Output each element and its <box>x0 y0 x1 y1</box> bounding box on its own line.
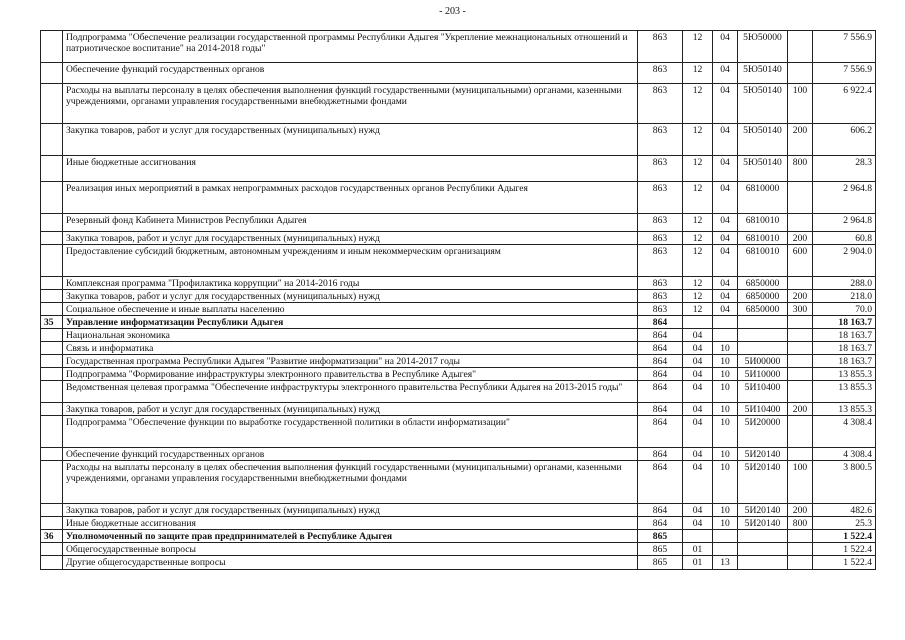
expense-type-cell <box>788 381 813 403</box>
expense-type-cell: 200 <box>788 504 813 517</box>
target-article-cell: 5Ю50140 <box>738 84 788 124</box>
row-number-cell <box>41 232 63 245</box>
section-code-cell: 04 <box>683 416 713 448</box>
target-article-cell: 5И20000 <box>738 416 788 448</box>
table-row <box>41 461 876 504</box>
ved-code-cell: 863 <box>638 84 683 124</box>
ved-code-cell: 863 <box>638 63 683 84</box>
target-article-cell: 5И00000 <box>738 355 788 368</box>
section-code-cell: 12 <box>683 303 713 316</box>
subsection-code-cell: 04 <box>713 290 738 303</box>
expense-type-cell: 200 <box>788 124 813 156</box>
section-code-cell: 04 <box>683 517 713 530</box>
section-code-cell: 04 <box>683 368 713 381</box>
expense-type-cell <box>788 556 813 570</box>
target-article-cell: 6850000 <box>738 277 788 290</box>
subsection-code-cell: 10 <box>713 504 738 517</box>
table-row <box>41 543 876 556</box>
expense-type-cell <box>788 277 813 290</box>
subsection-code-cell: 10 <box>713 517 738 530</box>
table-row <box>41 316 876 329</box>
row-number-cell <box>41 342 63 355</box>
ved-code-cell: 863 <box>638 182 683 214</box>
expense-type-cell <box>788 448 813 461</box>
table-row <box>41 329 876 342</box>
row-number-cell <box>41 182 63 214</box>
item-name-cell: Иные бюджетные ассигнования <box>63 156 638 182</box>
subsection-code-cell: 04 <box>713 232 738 245</box>
expense-type-cell <box>788 543 813 556</box>
item-name-cell: Подпрограмма "Обеспечение функции по выработке государственной политики в области информатизации" <box>63 416 638 448</box>
target-article-cell: 5Ю50000 <box>738 31 788 63</box>
section-code-cell: 04 <box>683 448 713 461</box>
row-number-cell <box>41 290 63 303</box>
amount-cell: 18 163.7 <box>813 355 876 368</box>
row-number-cell <box>41 124 63 156</box>
amount-cell: 3 800.5 <box>813 461 876 504</box>
ved-code-cell: 863 <box>638 290 683 303</box>
expense-type-cell: 200 <box>788 403 813 416</box>
section-code-cell: 12 <box>683 245 713 277</box>
row-number-cell <box>41 214 63 232</box>
row-number-cell <box>41 517 63 530</box>
ved-code-cell: 864 <box>638 316 683 329</box>
amount-cell: 70.0 <box>813 303 876 316</box>
ved-code-cell: 864 <box>638 416 683 448</box>
row-number-cell <box>41 303 63 316</box>
table-row <box>41 303 876 316</box>
expense-type-cell <box>788 355 813 368</box>
table-row <box>41 504 876 517</box>
ved-code-cell: 863 <box>638 124 683 156</box>
subsection-code-cell <box>713 530 738 543</box>
item-name-cell: Расходы на выплаты персоналу в целях обеспечения выполнения функций государственными (муниципальными) органами, казенными учреждениями, органами управления государственными внебюджетными фондами <box>63 84 638 124</box>
item-name-cell: Государственная программа Республики Адыгея "Развитие информатизации" на 2014-2017 годы <box>63 355 638 368</box>
expense-type-cell <box>788 316 813 329</box>
amount-cell: 1 522.4 <box>813 556 876 570</box>
table-row <box>41 214 876 232</box>
ved-code-cell: 863 <box>638 31 683 63</box>
amount-cell: 4 308.4 <box>813 448 876 461</box>
subsection-code-cell: 04 <box>713 31 738 63</box>
expense-type-cell: 100 <box>788 461 813 504</box>
subsection-code-cell <box>713 543 738 556</box>
subsection-code-cell: 10 <box>713 461 738 504</box>
item-name-cell: Подпрограмма "Формирование инфраструктуры электронного правительства в Республике Адыгея" <box>63 368 638 381</box>
section-code-cell: 12 <box>683 214 713 232</box>
item-name-cell: Общегосударственные вопросы <box>63 543 638 556</box>
subsection-code-cell: 10 <box>713 416 738 448</box>
row-number-cell <box>41 245 63 277</box>
row-number-cell <box>41 355 63 368</box>
amount-cell: 18 163.7 <box>813 316 876 329</box>
table-row <box>41 342 876 355</box>
amount-cell: 60.8 <box>813 232 876 245</box>
item-name-cell: Другие общегосударственные вопросы <box>63 556 638 570</box>
subsection-code-cell: 13 <box>713 556 738 570</box>
row-number-cell <box>41 461 63 504</box>
section-code-cell: 01 <box>683 556 713 570</box>
amount-cell: 25.3 <box>813 517 876 530</box>
target-article-cell: 5И20140 <box>738 448 788 461</box>
subsection-code-cell <box>713 329 738 342</box>
ved-code-cell: 863 <box>638 232 683 245</box>
item-name-cell: Закупка товаров, работ и услуг для государственных (муниципальных) нужд <box>63 290 638 303</box>
table-row <box>41 277 876 290</box>
target-article-cell: 5И10000 <box>738 368 788 381</box>
item-name-cell: Закупка товаров, работ и услуг для государственных (муниципальных) нужд <box>63 403 638 416</box>
item-name-cell: Национальная экономика <box>63 329 638 342</box>
target-article-cell: 5И10400 <box>738 403 788 416</box>
ved-code-cell: 863 <box>638 214 683 232</box>
target-article-cell: 6810010 <box>738 214 788 232</box>
target-article-cell: 6850000 <box>738 303 788 316</box>
amount-cell: 606.2 <box>813 124 876 156</box>
subsection-code-cell: 04 <box>713 84 738 124</box>
section-code-cell: 12 <box>683 31 713 63</box>
section-code-cell: 12 <box>683 63 713 84</box>
row-number-cell <box>41 403 63 416</box>
target-article-cell: 6810010 <box>738 232 788 245</box>
table-row <box>41 530 876 543</box>
ved-code-cell: 864 <box>638 504 683 517</box>
row-number-cell <box>41 416 63 448</box>
expense-type-cell: 800 <box>788 517 813 530</box>
table-row <box>41 556 876 570</box>
subsection-code-cell: 04 <box>713 182 738 214</box>
section-code-cell: 12 <box>683 124 713 156</box>
section-code-cell: 04 <box>683 329 713 342</box>
expense-type-cell: 100 <box>788 84 813 124</box>
amount-cell: 2 904.0 <box>813 245 876 277</box>
expense-type-cell: 200 <box>788 232 813 245</box>
section-code-cell: 04 <box>683 342 713 355</box>
row-number-cell <box>41 277 63 290</box>
amount-cell: 482.6 <box>813 504 876 517</box>
item-name-cell: Ведомственная целевая программа "Обеспечение инфраструктуры электронного правительства Республики Адыгея на 2013-2015 годы" <box>63 381 638 403</box>
item-name-cell: Закупка товаров, работ и услуг для государственных (муниципальных) нужд <box>63 504 638 517</box>
table-row <box>41 156 876 182</box>
table-row <box>41 416 876 448</box>
ved-code-cell: 863 <box>638 245 683 277</box>
section-code-cell: 12 <box>683 232 713 245</box>
expense-type-cell <box>788 214 813 232</box>
item-name-cell: Уполномоченный по защите прав предпринимателей в Республике Адыгея <box>63 530 638 543</box>
item-name-cell: Закупка товаров, работ и услуг для государственных (муниципальных) нужд <box>63 232 638 245</box>
row-number-cell <box>41 543 63 556</box>
target-article-cell <box>738 556 788 570</box>
section-code-cell: 01 <box>683 543 713 556</box>
row-number-cell <box>41 368 63 381</box>
ved-code-cell: 863 <box>638 303 683 316</box>
target-article-cell: 5Ю50140 <box>738 63 788 84</box>
table-row <box>41 182 876 214</box>
expense-type-cell: 200 <box>788 290 813 303</box>
target-article-cell: 6850000 <box>738 290 788 303</box>
amount-cell: 288.0 <box>813 277 876 290</box>
table-row <box>41 124 876 156</box>
expense-type-cell <box>788 31 813 63</box>
section-code-cell: 04 <box>683 355 713 368</box>
amount-cell: 2 964.8 <box>813 182 876 214</box>
table-row <box>41 368 876 381</box>
item-name-cell: Связь и информатика <box>63 342 638 355</box>
table-row <box>41 232 876 245</box>
item-name-cell: Социальное обеспечение и иные выплаты населению <box>63 303 638 316</box>
table-row <box>41 517 876 530</box>
item-name-cell: Управление информатизации Республики Адыгея <box>63 316 638 329</box>
ved-code-cell: 864 <box>638 381 683 403</box>
budget-table <box>40 30 876 570</box>
row-number-cell <box>41 504 63 517</box>
subsection-code-cell: 10 <box>713 355 738 368</box>
ved-code-cell: 864 <box>638 329 683 342</box>
amount-cell: 6 922.4 <box>813 84 876 124</box>
amount-cell: 7 556.9 <box>813 63 876 84</box>
subsection-code-cell: 10 <box>713 403 738 416</box>
row-number-cell <box>41 63 63 84</box>
amount-cell: 218.0 <box>813 290 876 303</box>
row-number-cell <box>41 156 63 182</box>
row-number-cell <box>41 556 63 570</box>
item-name-cell: Комплексная программа "Профилактика коррупции" на 2014-2016 годы <box>63 277 638 290</box>
subsection-code-cell: 04 <box>713 277 738 290</box>
expense-type-cell <box>788 182 813 214</box>
target-article-cell: 5Ю50140 <box>738 156 788 182</box>
item-name-cell: Иные бюджетные ассигнования <box>63 517 638 530</box>
subsection-code-cell <box>713 316 738 329</box>
target-article-cell: 5И10400 <box>738 381 788 403</box>
amount-cell: 4 308.4 <box>813 416 876 448</box>
table-row <box>41 31 876 63</box>
section-code-cell: 12 <box>683 277 713 290</box>
section-code-cell: 12 <box>683 84 713 124</box>
row-number-cell <box>41 448 63 461</box>
subsection-code-cell: 10 <box>713 381 738 403</box>
amount-cell: 13 855.3 <box>813 403 876 416</box>
expense-type-cell: 600 <box>788 245 813 277</box>
amount-cell: 1 522.4 <box>813 530 876 543</box>
expense-type-cell <box>788 63 813 84</box>
subsection-code-cell: 04 <box>713 245 738 277</box>
subsection-code-cell: 04 <box>713 303 738 316</box>
target-article-cell <box>738 342 788 355</box>
row-number-cell <box>41 31 63 63</box>
ved-code-cell: 864 <box>638 461 683 504</box>
ved-code-cell: 863 <box>638 277 683 290</box>
row-number-cell <box>41 84 63 124</box>
page-number: - 203 - <box>439 6 466 17</box>
target-article-cell: 6810010 <box>738 245 788 277</box>
item-name-cell: Подпрограмма "Обеспечение реализации государственной программы Республики Адыгея "Укрепление межнациональных отношений и патриотическое воспитание" на 2014-2018 годы" <box>63 31 638 63</box>
expense-type-cell <box>788 368 813 381</box>
ved-code-cell: 863 <box>638 156 683 182</box>
row-number-cell: 35 <box>41 316 63 329</box>
target-article-cell: 5И20140 <box>738 517 788 530</box>
item-name-cell: Расходы на выплаты персоналу в целях обеспечения выполнения функций государственными (муниципальными) органами, казенными учреждениями, органами управления государственными внебюджетными фондами <box>63 461 638 504</box>
amount-cell: 18 163.7 <box>813 329 876 342</box>
subsection-code-cell: 10 <box>713 448 738 461</box>
expense-type-cell <box>788 416 813 448</box>
ved-code-cell: 864 <box>638 342 683 355</box>
section-code-cell: 12 <box>683 290 713 303</box>
item-name-cell: Предоставление субсидий бюджетным, автономным учреждениям и иным некоммерческим организациям <box>63 245 638 277</box>
table-row <box>41 245 876 277</box>
table-body <box>41 31 876 570</box>
target-article-cell: 6810000 <box>738 182 788 214</box>
ved-code-cell: 864 <box>638 403 683 416</box>
table-row <box>41 403 876 416</box>
amount-cell: 13 855.3 <box>813 368 876 381</box>
amount-cell: 1 522.4 <box>813 543 876 556</box>
item-name-cell: Обеспечение функций государственных органов <box>63 448 638 461</box>
amount-cell: 28.3 <box>813 156 876 182</box>
subsection-code-cell: 04 <box>713 63 738 84</box>
table-row <box>41 381 876 403</box>
subsection-code-cell: 10 <box>713 342 738 355</box>
ved-code-cell: 864 <box>638 355 683 368</box>
section-code-cell: 04 <box>683 461 713 504</box>
ved-code-cell: 865 <box>638 543 683 556</box>
ved-code-cell: 865 <box>638 530 683 543</box>
section-code-cell: 04 <box>683 381 713 403</box>
expense-type-cell: 800 <box>788 156 813 182</box>
amount-cell: 2 964.8 <box>813 214 876 232</box>
row-number-cell: 36 <box>41 530 63 543</box>
item-name-cell: Обеспечение функций государственных органов <box>63 63 638 84</box>
target-article-cell: 5И20140 <box>738 461 788 504</box>
amount-cell: 18 163.7 <box>813 342 876 355</box>
subsection-code-cell: 04 <box>713 156 738 182</box>
item-name-cell: Реализация иных мероприятий в рамках непрограммных расходов государственных органов Республики Адыгея <box>63 182 638 214</box>
section-code-cell: 04 <box>683 403 713 416</box>
expense-type-cell <box>788 342 813 355</box>
table-row <box>41 290 876 303</box>
expense-type-cell: 300 <box>788 303 813 316</box>
ved-code-cell: 864 <box>638 448 683 461</box>
row-number-cell <box>41 381 63 403</box>
ved-code-cell: 865 <box>638 556 683 570</box>
target-article-cell: 5И20140 <box>738 504 788 517</box>
expense-type-cell <box>788 329 813 342</box>
section-code-cell <box>683 316 713 329</box>
target-article-cell <box>738 329 788 342</box>
table-row <box>41 355 876 368</box>
table-row <box>41 448 876 461</box>
subsection-code-cell: 10 <box>713 368 738 381</box>
target-article-cell: 5Ю50140 <box>738 124 788 156</box>
table-row <box>41 63 876 84</box>
amount-cell: 7 556.9 <box>813 31 876 63</box>
target-article-cell <box>738 530 788 543</box>
row-number-cell <box>41 329 63 342</box>
target-article-cell <box>738 543 788 556</box>
section-code-cell <box>683 530 713 543</box>
item-name-cell: Резервный фонд Кабинета Министров Республики Адыгея <box>63 214 638 232</box>
item-name-cell: Закупка товаров, работ и услуг для государственных (муниципальных) нужд <box>63 124 638 156</box>
expense-type-cell <box>788 530 813 543</box>
section-code-cell: 12 <box>683 156 713 182</box>
ved-code-cell: 864 <box>638 517 683 530</box>
subsection-code-cell: 04 <box>713 214 738 232</box>
section-code-cell: 12 <box>683 182 713 214</box>
table-row <box>41 84 876 124</box>
target-article-cell <box>738 316 788 329</box>
subsection-code-cell: 04 <box>713 124 738 156</box>
amount-cell: 13 855.3 <box>813 381 876 403</box>
ved-code-cell: 864 <box>638 368 683 381</box>
section-code-cell: 04 <box>683 504 713 517</box>
